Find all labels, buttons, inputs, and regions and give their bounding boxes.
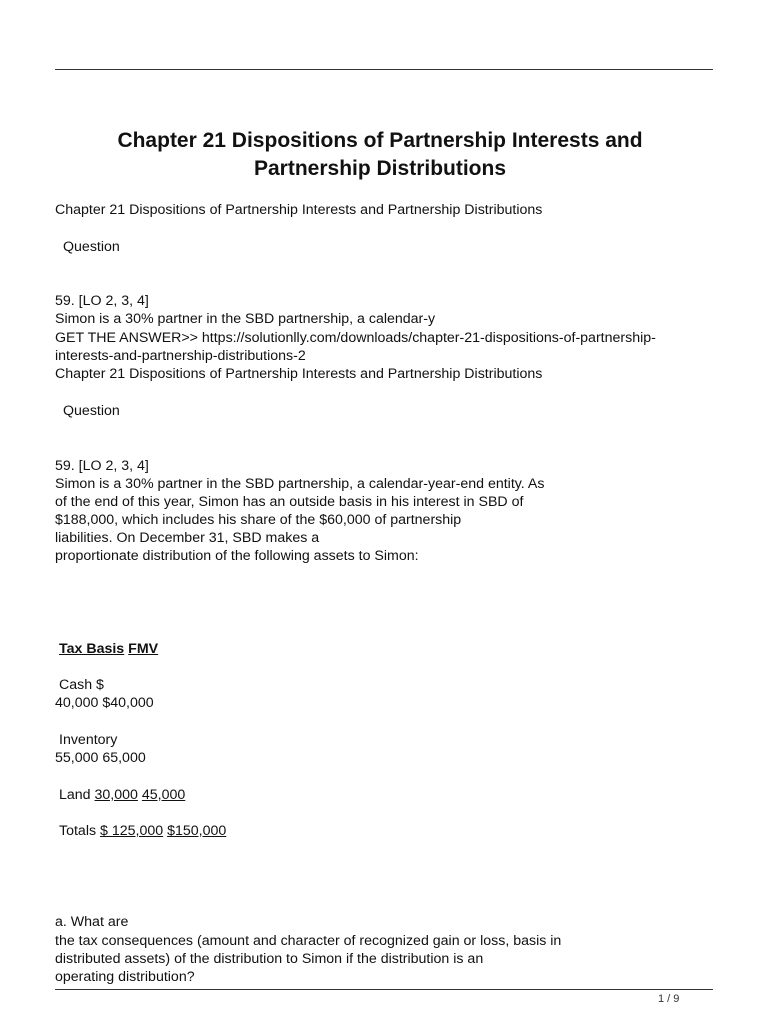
- cash-label: Cash $: [59, 677, 104, 693]
- fmv-header: FMV: [128, 641, 159, 657]
- question-label: Question: [63, 239, 120, 255]
- totals-tax-basis: $ 125,000: [100, 823, 164, 839]
- title-line-1: Chapter 21 Dispositions of Partnership Interests and: [117, 129, 643, 152]
- header-rule: [55, 69, 713, 70]
- body-line: $188,000, which includes his share of the $60,000 of partnership: [55, 512, 462, 528]
- footer-rule: [55, 989, 713, 990]
- body-lo: 59. [LO 2, 3, 4]: [55, 458, 149, 474]
- document-title: [55, 127, 705, 183]
- land-fmv: 45,000: [141, 787, 186, 803]
- title-line-2: Partnership Distributions: [253, 157, 507, 180]
- totals-row: [59, 822, 226, 840]
- inventory-values: 55,000 65,000: [55, 750, 146, 766]
- tax-basis-header: Tax Basis: [59, 641, 125, 657]
- land-label: Land: [59, 787, 91, 803]
- part-a-line: operating distribution?: [55, 969, 195, 985]
- table-header: [59, 640, 158, 658]
- body-line: of the end of this year, Simon has an outside basis in his interest in SBD of: [55, 494, 524, 510]
- totals-label: Totals: [59, 823, 97, 839]
- part-a-line: distributed assets) of the distribution to Simon if the distribution is an: [55, 951, 484, 967]
- answer-link-line-2[interactable]: interests-and-partnership-distributions-2: [55, 348, 306, 364]
- part-a-line: a. What are: [55, 914, 129, 930]
- repeat-heading: Chapter 21 Dispositions of Partnership Interests and Partnership Distributions: [55, 366, 543, 382]
- page-indicator: 1 / 9: [658, 993, 680, 1005]
- body-line: liabilities. On December 31, SBD makes a: [55, 530, 320, 546]
- inventory-label: Inventory: [59, 732, 118, 748]
- body-line: proportionate distribution of the following assets to Simon:: [55, 548, 419, 564]
- answer-link-line-1[interactable]: GET THE ANSWER>> https://solutionlly.com/downloads/chapter-21-dispositions-of-partnership-: [55, 330, 656, 346]
- cash-values: 40,000 $40,000: [55, 695, 154, 711]
- question-label-2: Question: [63, 403, 120, 419]
- land-tax-basis: 30,000: [94, 787, 138, 803]
- teaser-lo: 59. [LO 2, 3, 4]: [55, 293, 149, 309]
- land-row: [59, 786, 185, 804]
- teaser-snippet: Simon is a 30% partner in the SBD partnership, a calendar-y: [55, 311, 436, 327]
- body-line: Simon is a 30% partner in the SBD partnership, a calendar-year-end entity. As: [55, 476, 545, 492]
- totals-fmv: $150,000: [167, 823, 227, 839]
- part-a-line: the tax consequences (amount and character of recognized gain or loss, basis in: [55, 933, 562, 949]
- intro-heading: Chapter 21 Dispositions of Partnership Interests and Partnership Distributions: [55, 202, 543, 218]
